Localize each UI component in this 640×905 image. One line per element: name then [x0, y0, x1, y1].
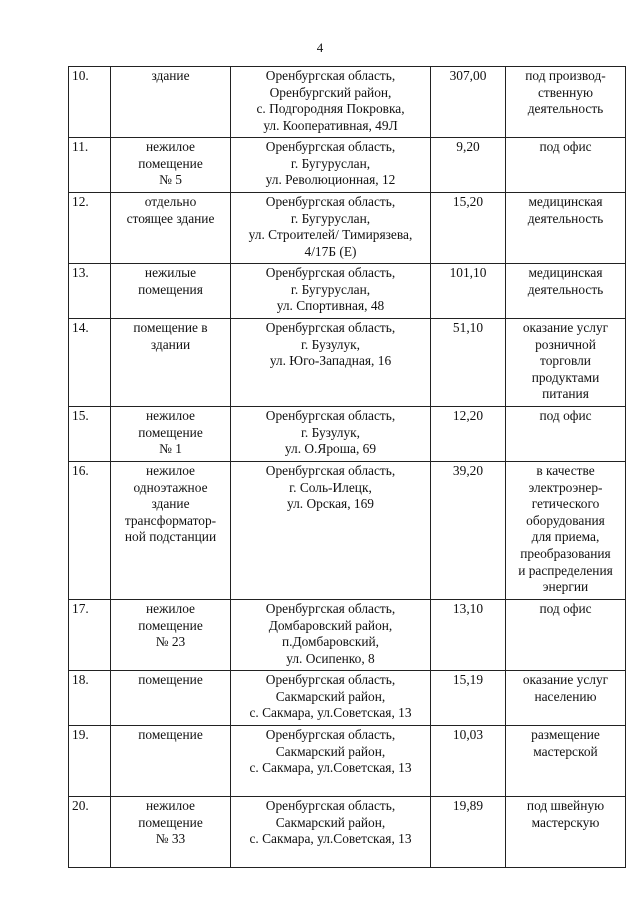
table-row: [69, 138, 626, 193]
address-line: Домбаровский район,: [268, 617, 393, 633]
address-line: г. Соль-Илецк,: [289, 479, 372, 495]
area-value: 15,20: [452, 194, 484, 209]
address-line: Оренбургская область,: [265, 139, 396, 154]
row-number-cell: [69, 138, 111, 193]
address-cell: [231, 797, 431, 868]
address-line: Оренбургская область,: [265, 727, 396, 742]
object-type-line: № 23: [155, 634, 186, 650]
address-line: п.Домбаровский,: [281, 634, 380, 650]
object-type-cell: [111, 726, 231, 797]
address-cell: [231, 726, 431, 797]
address-line: Оренбургская область,: [265, 265, 396, 280]
table-row: [69, 319, 626, 407]
area-value: 101,10: [449, 265, 487, 280]
object-type-line: здании: [150, 336, 191, 352]
purpose-cell: [506, 138, 626, 193]
address-line: Оренбургская область,: [265, 601, 396, 616]
area-value: 10,03: [452, 727, 484, 742]
object-type-line: помещение: [138, 424, 203, 440]
area-cell: [431, 797, 506, 868]
address-line: Оренбургский район,: [269, 84, 392, 100]
purpose-line: под офис: [539, 601, 592, 616]
area-cell: [431, 319, 506, 407]
purpose-line: мастерской: [533, 743, 598, 759]
area-value: 19,89: [452, 798, 484, 813]
purpose-line: размещение: [531, 727, 600, 742]
object-type-line: нежилое: [145, 139, 195, 154]
purpose-line: розничной: [535, 336, 596, 352]
row-number: 20.: [72, 798, 89, 813]
table-row: [69, 797, 626, 868]
address-cell: [231, 319, 431, 407]
object-type-line: помещение: [138, 814, 203, 830]
address-line: г. Бугуруслан,: [290, 210, 371, 226]
address-cell: [231, 462, 431, 600]
table-row: [69, 726, 626, 797]
address-line: ул. Орская, 169: [287, 496, 374, 512]
row-number: 13.: [72, 265, 89, 280]
row-number: 15.: [72, 408, 89, 423]
row-number-cell: [69, 193, 111, 264]
object-type-line: стоящее здание: [126, 210, 215, 226]
row-number: 14.: [72, 320, 89, 335]
purpose-line: под производ-: [525, 68, 606, 83]
row-number-cell: [69, 726, 111, 797]
object-type-line: нежилое: [145, 798, 195, 813]
purpose-line: деятельность: [527, 281, 604, 297]
object-type-cell: [111, 671, 231, 726]
purpose-cell: [506, 193, 626, 264]
area-cell: [431, 407, 506, 462]
address-line: г. Бузулук,: [300, 424, 361, 440]
purpose-line: медицинская: [528, 265, 603, 280]
address-line: ул. О.Яроша, 69: [284, 441, 377, 457]
area-cell: [431, 193, 506, 264]
address-line: ул. Осипенко, 8: [286, 650, 375, 666]
area-value: 12,20: [452, 408, 484, 423]
row-number: 18.: [72, 672, 89, 687]
purpose-cell: [506, 797, 626, 868]
area-value: 9,20: [456, 139, 480, 154]
table-row: [69, 67, 626, 138]
table-row: [69, 671, 626, 726]
address-line: Оренбургская область,: [265, 194, 396, 209]
address-line: Оренбургская область,: [265, 408, 396, 423]
address-line: Оренбургская область,: [265, 463, 396, 478]
object-type-line: трансформатор-: [124, 512, 217, 528]
purpose-cell: [506, 462, 626, 600]
object-type-cell: [111, 600, 231, 671]
purpose-cell: [506, 726, 626, 797]
purpose-line: под офис: [539, 139, 592, 154]
address-cell: [231, 407, 431, 462]
area-cell: [431, 67, 506, 138]
row-number-cell: [69, 671, 111, 726]
object-type-cell: [111, 193, 231, 264]
address-cell: [231, 264, 431, 319]
purpose-line: для приема,: [531, 529, 600, 545]
row-number: 17.: [72, 601, 89, 616]
address-line: Оренбургская область,: [265, 798, 396, 813]
object-type-line: здание: [151, 496, 190, 512]
object-type-cell: [111, 407, 231, 462]
purpose-line: мастерскую: [531, 814, 600, 830]
area-cell: [431, 671, 506, 726]
purpose-line: электроэнер-: [528, 479, 603, 495]
page-number: 4: [316, 40, 324, 55]
row-number-cell: [69, 797, 111, 868]
table-row: [69, 462, 626, 600]
purpose-line: оказание услуг: [522, 672, 609, 687]
purpose-line: энергии: [542, 579, 589, 595]
purpose-cell: [506, 407, 626, 462]
address-line: с. Сакмара, ул.Советская, 13: [249, 705, 412, 721]
purpose-cell: [506, 600, 626, 671]
row-number: 11.: [72, 139, 89, 154]
address-line: ул. Юго-Западная, 16: [269, 353, 392, 369]
address-line: ул. Строителей/ Тимирязева,: [248, 227, 413, 243]
object-type-line: помещение: [138, 672, 203, 687]
address-line: 4/17Б (Е): [304, 243, 357, 259]
area-value: 51,10: [452, 320, 484, 335]
object-type-line: нежилое: [145, 408, 195, 423]
address-line: с. Сакмара, ул.Советская, 13: [249, 760, 412, 776]
object-type-line: № 33: [155, 831, 186, 847]
table-row: [69, 193, 626, 264]
object-type-cell: [111, 138, 231, 193]
purpose-line: питания: [542, 386, 589, 402]
area-value: 15,19: [452, 672, 484, 687]
address-line: Оренбургская область,: [265, 320, 396, 335]
address-line: ул. Спортивная, 48: [276, 298, 385, 314]
area-value: 39,20: [452, 463, 484, 478]
object-type-line: помещение: [138, 727, 203, 742]
purpose-cell: [506, 67, 626, 138]
purpose-line: под офис: [539, 408, 592, 423]
address-line: ул. Революционная, 12: [265, 172, 396, 188]
area-cell: [431, 138, 506, 193]
purpose-line: под швейную: [526, 798, 605, 813]
area-cell: [431, 726, 506, 797]
row-number-cell: [69, 600, 111, 671]
object-type-line: ной подстанции: [124, 529, 217, 545]
address-line: г. Бугуруслан,: [290, 281, 371, 297]
object-type-cell: [111, 319, 231, 407]
row-number-cell: [69, 264, 111, 319]
row-number: 12.: [72, 194, 89, 209]
object-type-line: помещения: [138, 281, 203, 297]
object-type-cell: [111, 462, 231, 600]
purpose-cell: [506, 319, 626, 407]
object-type-line: одноэтажное: [133, 479, 208, 495]
address-line: с. Подгородняя Покровка,: [256, 101, 405, 117]
purpose-line: оказание услуг: [522, 320, 609, 335]
purpose-line: гетического: [531, 496, 600, 512]
registry-body: [69, 67, 626, 868]
object-type-line: нежилое: [145, 601, 195, 616]
purpose-line: деятельность: [527, 210, 604, 226]
address-line: Оренбургская область,: [265, 672, 396, 687]
purpose-cell: [506, 264, 626, 319]
address-line: Оренбургская область,: [265, 68, 396, 83]
object-type-line: помещение: [138, 155, 203, 171]
purpose-cell: [506, 671, 626, 726]
object-type-line: здание: [151, 68, 190, 83]
object-type-cell: [111, 67, 231, 138]
row-number-cell: [69, 67, 111, 138]
purpose-line: торговли: [540, 353, 591, 369]
row-number-cell: [69, 319, 111, 407]
purpose-line: в качестве: [536, 463, 595, 478]
address-line: ул. Кооперативная, 49Л: [263, 117, 398, 133]
table-row: [69, 407, 626, 462]
purpose-line: населению: [534, 688, 597, 704]
row-number: 19.: [72, 727, 89, 742]
address-cell: [231, 600, 431, 671]
purpose-line: медицинская: [528, 194, 603, 209]
row-number-cell: [69, 462, 111, 600]
purpose-line: преобразования: [520, 545, 611, 561]
area-cell: [431, 462, 506, 600]
address-line: Сакмарский район,: [275, 814, 386, 830]
purpose-line: продуктами: [531, 369, 600, 385]
address-line: с. Сакмара, ул.Советская, 13: [249, 831, 412, 847]
object-type-cell: [111, 264, 231, 319]
address-line: г. Бугуруслан,: [290, 155, 371, 171]
address-cell: [231, 138, 431, 193]
address-line: Сакмарский район,: [275, 743, 386, 759]
row-number: 10.: [72, 68, 89, 83]
row-number-cell: [69, 407, 111, 462]
address-cell: [231, 193, 431, 264]
purpose-line: деятельность: [527, 101, 604, 117]
address-line: Сакмарский район,: [275, 688, 386, 704]
area-cell: [431, 264, 506, 319]
address-cell: [231, 67, 431, 138]
object-type-line: помещение в: [133, 320, 208, 335]
property-registry-table: [68, 66, 626, 868]
object-type-line: нежилые: [144, 265, 197, 280]
area-cell: [431, 600, 506, 671]
row-number: 16.: [72, 463, 89, 478]
purpose-line: оборудования: [526, 512, 605, 528]
purpose-line: ственную: [537, 84, 593, 100]
object-type-line: № 1: [159, 441, 182, 457]
table-row: [69, 264, 626, 319]
object-type-line: отдельно: [144, 194, 197, 209]
purpose-line: и распределения: [518, 562, 613, 578]
address-cell: [231, 671, 431, 726]
table-row: [69, 600, 626, 671]
area-value: 13,10: [452, 601, 484, 616]
object-type-line: нежилое: [145, 463, 195, 478]
object-type-line: № 5: [159, 172, 182, 188]
object-type-line: помещение: [138, 617, 203, 633]
area-value: 307,00: [449, 68, 487, 83]
object-type-cell: [111, 797, 231, 868]
address-line: г. Бузулук,: [300, 336, 361, 352]
